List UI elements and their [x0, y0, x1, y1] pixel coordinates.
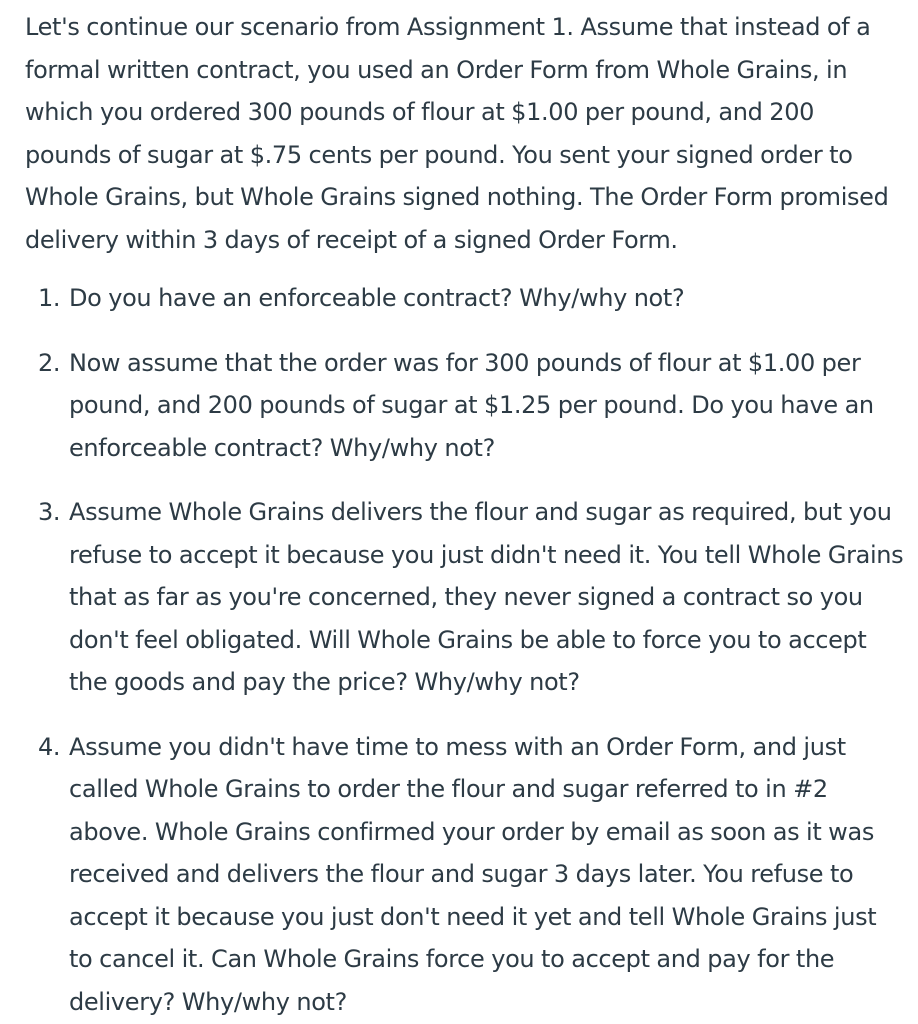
question-text: Do you have an enforceable contract? Why/why not? [69, 284, 685, 312]
question-item-3 [25, 491, 904, 704]
question-item-4 [25, 726, 904, 1024]
question-number: 3. [38, 498, 61, 526]
question-number: 4. [38, 732, 61, 761]
question-number: 2. [38, 348, 61, 377]
question-text: Assume you didn't have time to mess with an Order Form, and just called Whole Grains to order the flour and sugar referred to in #2 above. Whole Grains confirmed your order by email as soon as it was received and delivers the flour and sugar 3 days later. You refuse to accept it because you just don't need it yet and tell Whole Grains just to cancel it. Can Whole Grains force you to accept and pay for the delivery? Why/why not? [69, 732, 877, 1016]
question-text: Assume Whole Grains delivers the flour and sugar as required, but you refuse to accept it because you just didn't need it. You tell Whole Grains that as far as you're concerned, they never signed a contract so you don't feel obligated. Will Whole Grains be able to force you to accept the goods and pay the price? Why/why not? [69, 498, 904, 696]
question-item-2 [25, 342, 904, 470]
question-item-1 [25, 277, 904, 320]
intro-paragraph: Let's continue our scenario from Assignment 1. Assume that instead of a formal written contract, you used an Order Form from Whole Grains, in which you ordered 300 pounds of flour at $1.00 per pound, and 200 pounds of sugar at $.75 cents per pound. You sent your signed order to Whole Grains, but Whole Grains signed nothing. The Order Form promised delivery within 3 days of receipt of a signed Order Form. [25, 13, 889, 254]
question-number: 1. [38, 284, 61, 312]
question-text: Now assume that the order was for 300 pounds of flour at $1.00 per pound, and 200 pounds of sugar at $1.25 per pound. Do you have an enforceable contract? Why/why not? [69, 348, 874, 462]
question-list [25, 277, 904, 1023]
